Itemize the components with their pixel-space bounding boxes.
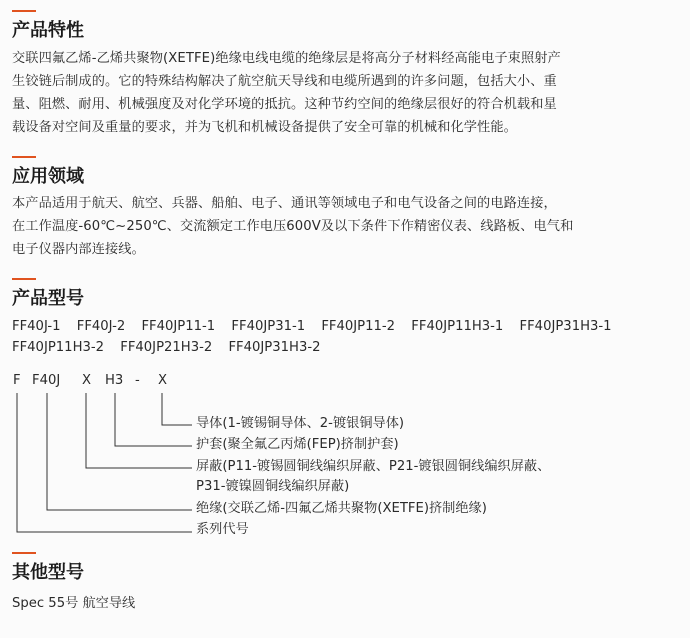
- section-accent-bar: [12, 156, 36, 158]
- legend-shield-cont: P31-镀镍圆铜线编织屏蔽): [196, 479, 350, 494]
- text-line: 量、阻燃、耐用、机械强度及对化学环境的抵抗。这种节约空间的绝缘层很好的符合机载和星: [12, 97, 557, 112]
- code-part-insulation: F40J: [32, 373, 61, 388]
- text-line: 生铰链后制成的。它的特殊结构解决了航空航天导线和电缆所遇到的许多问题，包括大小、重: [12, 74, 557, 89]
- section-characteristics: [12, 10, 682, 139]
- text-line: 在工作温度-60℃~250℃、交流额定工作电压600V及以下条件下作精密仪表、线路板、电气和: [12, 219, 574, 234]
- applications-text: [12, 192, 682, 261]
- model-code: FF40JP31H3-1: [519, 319, 612, 334]
- text-line: 载设备对空间及重量的要求，并为飞机和机械设备提供了安全可靠的机械和化学性能。: [12, 120, 517, 135]
- other-model-text: Spec 55号 航空导线: [12, 596, 136, 611]
- bracket-line-shield: [86, 393, 192, 468]
- code-part-shield: X: [82, 373, 92, 388]
- code-part-series: F: [13, 373, 21, 388]
- section-other: [12, 552, 682, 611]
- code-part-dash: -: [135, 373, 140, 388]
- model-code: FF40J-2: [76, 319, 126, 334]
- section-title: 应用领域: [12, 166, 84, 187]
- legend-conductor: 导体(1-镀锡铜导体、2-镀银铜导体): [196, 416, 405, 431]
- text-line: 电子仪器内部连接线。: [12, 242, 145, 257]
- section-applications: [12, 156, 682, 261]
- model-row: [12, 316, 682, 337]
- text-line: 交联四氟乙烯-乙烯共聚物(XETFE)绝缘电线电缆的绝缘层是将高分子材料经高能电子束照射产: [12, 51, 561, 66]
- model-code: FF40JP11-2: [321, 319, 396, 334]
- legend-shield: 屏蔽(P11-镀锡圆铜线编织屏蔽、P21-镀银圆铜线编织屏蔽、: [196, 459, 551, 474]
- model-list: [12, 316, 682, 358]
- code-part-jacket: H3: [105, 373, 124, 388]
- section-accent-bar: [12, 278, 36, 280]
- model-code: FF40JP21H3-2: [120, 340, 213, 355]
- section-accent-bar: [12, 552, 36, 554]
- bracket-line-insulation: [47, 393, 192, 510]
- model-code: FF40JP11-1: [141, 319, 216, 334]
- model-code: FF40JP31H3-2: [228, 340, 321, 355]
- model-row: [12, 337, 682, 358]
- model-code: FF40JP11H3-2: [12, 340, 105, 355]
- model-code: FF40J-1: [12, 319, 61, 334]
- bracket-line-jacket: [115, 393, 192, 446]
- code-part-conductor: X: [158, 373, 168, 388]
- section-accent-bar: [12, 10, 36, 12]
- characteristics-text: [12, 47, 682, 139]
- code-legend: [196, 414, 550, 540]
- bracket-line-series: [17, 393, 192, 532]
- model-code: FF40JP31-1: [231, 319, 306, 334]
- section-models: [12, 278, 682, 358]
- legend-insulation: 绝缘(交联乙烯-四氟乙烯共聚物(XETFE)挤制绝缘): [196, 501, 487, 516]
- legend-jacket: 护套(聚全氟乙丙烯(FEP)挤制护套): [196, 437, 399, 452]
- text-line: 本产品适用于航天、航空、兵器、船舶、电子、通讯等领域电子和电气设备之间的电路连接，: [12, 196, 557, 211]
- bracket-line-conductor: [162, 393, 192, 425]
- section-title: 产品特性: [12, 20, 84, 41]
- legend-series: 系列代号: [196, 522, 249, 537]
- section-title: 其他型号: [12, 562, 84, 583]
- model-code: FF40JP11H3-1: [411, 319, 504, 334]
- section-title: 产品型号: [12, 288, 84, 309]
